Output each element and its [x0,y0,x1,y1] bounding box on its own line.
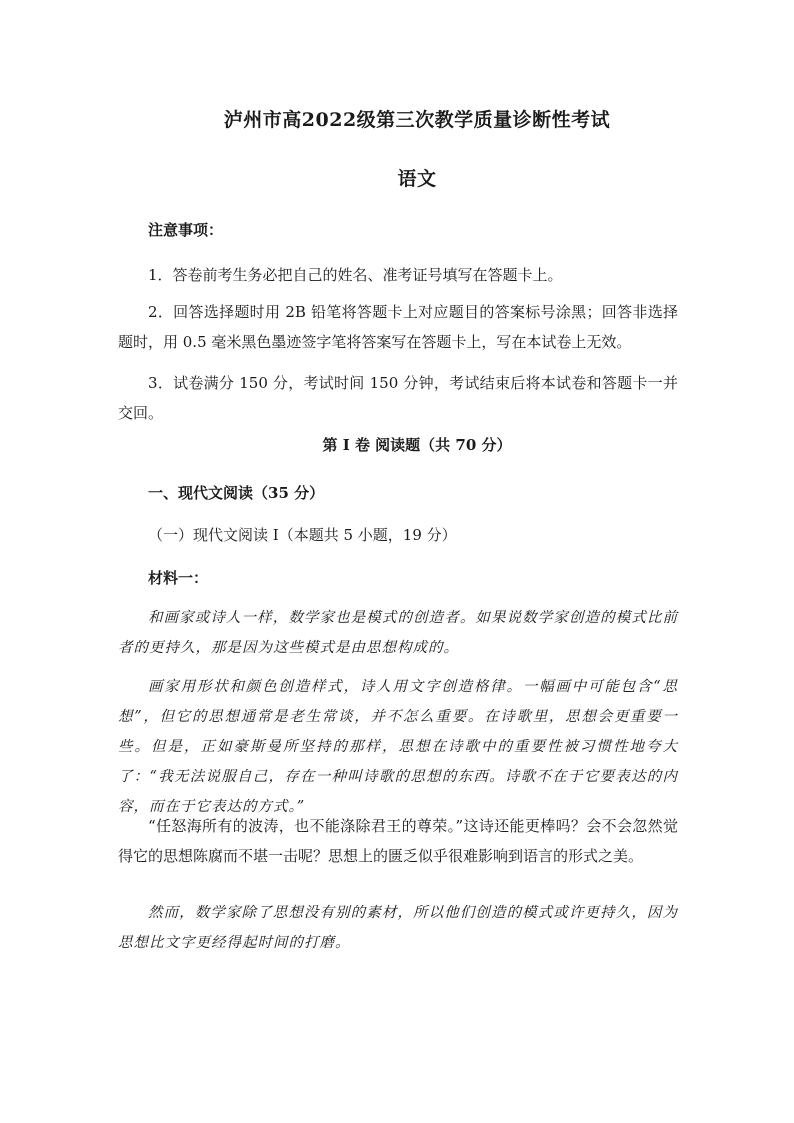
subsection-heading: （一）现代文阅读 I（本题共 5 小题，19 分） [148,526,457,544]
exam-title: 泸州市高2022级第三次教学质量诊断性考试 [223,109,611,131]
notice-item-3: 3．试卷满分 150 分，考试时间 150 分钟，考试结束后将本试卷和答题卡一并交回。 [118,374,678,422]
material-paragraph-1: 和画家或诗人一样，数学家也是模式的创造者。如果说数学家创造的模式比前者的更持久，那是因为这些模式是由思想构成的。 [118,610,678,656]
part-heading: 第 I 卷 阅读题（共 70 分） [322,436,512,454]
material-paragraph-4: 然而，数学家除了思想没有别的素材，所以他们创造的模式或许更持久，因为思想比文字更经得起时间的打磨。 [118,905,678,951]
material-paragraph-3: “任怒海所有的波涛，也不能涤除君王的尊荣。”这诗还能更棒吗？会不会忽然觉得它的思想陈腐而不堪一击呢？思想上的匮乏似乎很难影响到语言的形式之美。 [118,817,678,865]
material-label: 材料一： [148,569,209,587]
notice-item-1: 1．答卷前考生务必把自己的姓名、准考证号填写在答题卡上。 [148,266,563,284]
section-heading: 一、现代文阅读（35 分） [148,484,325,502]
material-paragraph-2: 画家用形状和颜色创造样式，诗人用文字创造格律。一幅画中可能包含“思想”，但它的思想通常是老生常谈，并不怎么重要。在诗歌里，思想会更重要一些。但是，正如豪斯曼所坚持的那样，思想在诗歌中的重要性被习惯性地夸大了：“我无法说服自己，存在一种叫诗歌的思想的东西。诗歌不在于它要表达的内容，而在于它表达的方式。” [118,679,678,815]
subject-title: 语文 [397,168,437,190]
notice-heading: 注意事项： [148,221,224,239]
notice-item-2: 2．回答选择题时用 2B 铅笔将答题卡上对应题目的答案标号涂黑；回答非选择题时，用 0.5 毫米黑色墨迹签字笔将答案写在答题卡上，写在本试卷上无效。 [118,303,678,351]
